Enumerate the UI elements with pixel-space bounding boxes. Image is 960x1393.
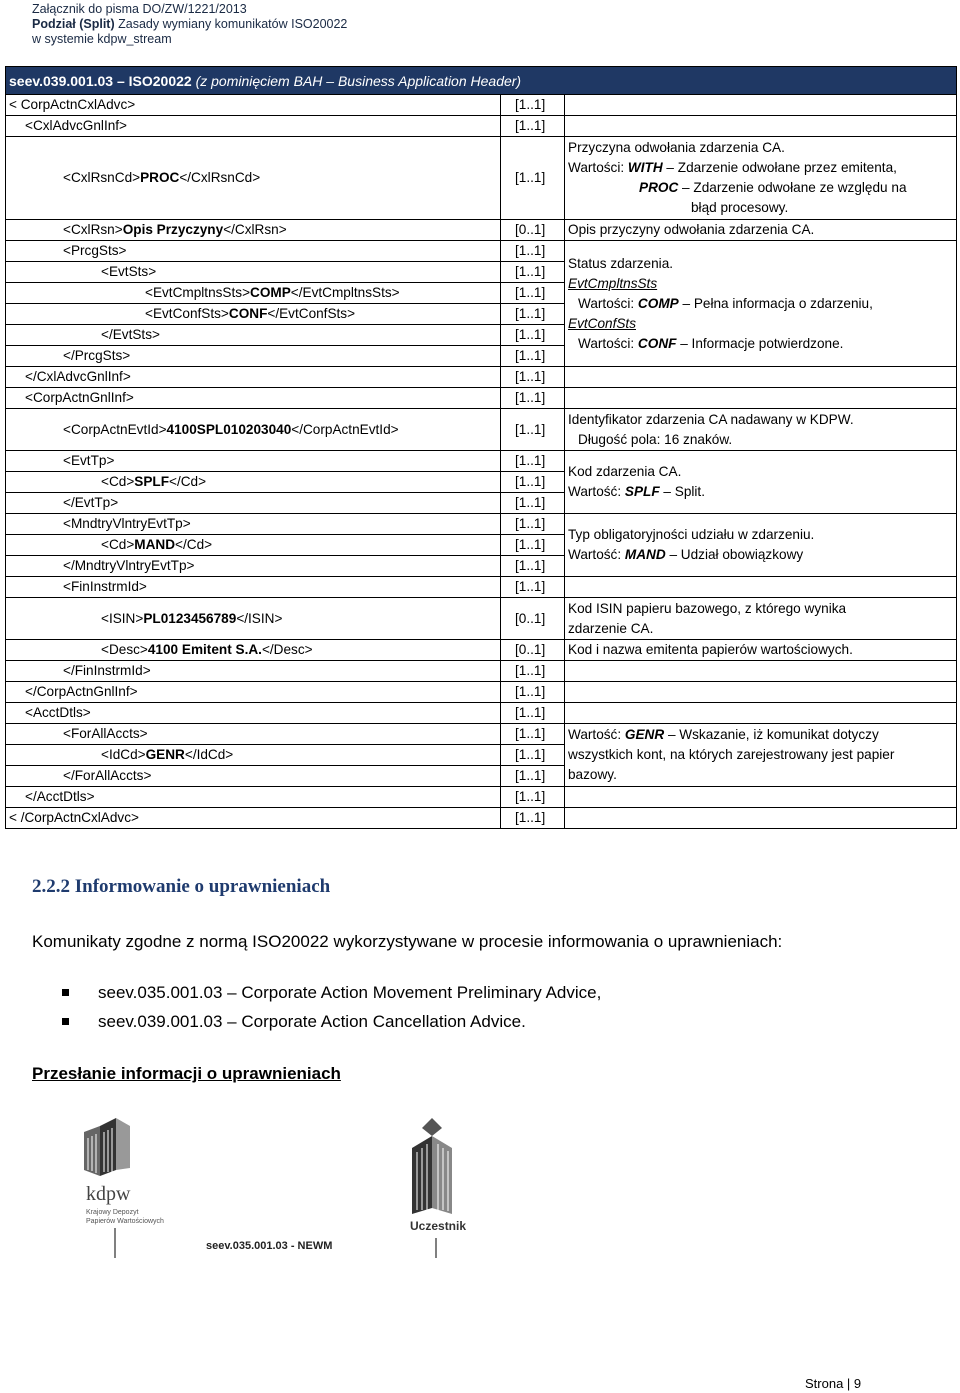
- description: [565, 787, 957, 808]
- description: [565, 388, 957, 409]
- cardinality: [1..1]: [501, 388, 565, 409]
- xml-tag: <AcctDtls>: [25, 705, 91, 720]
- cardinality: [1..1]: [501, 556, 565, 577]
- desc-line: EvtConfSts: [568, 315, 636, 331]
- xml-value: CONF: [228, 306, 268, 321]
- table-row: [6, 116, 957, 137]
- table-row: [6, 388, 957, 409]
- xml-value: GENR: [145, 747, 185, 762]
- xml-tag: <EvtCmpltnsSts>COMP</EvtCmpltnsSts>: [145, 285, 400, 300]
- desc-line: PROC – Zdarzenie odwołane ze względu na: [639, 180, 907, 195]
- desc-line: błąd procesowy.: [691, 200, 789, 215]
- kdpw-logo: kdpw: [86, 1183, 131, 1205]
- description: [565, 367, 957, 388]
- xml-tag: </FinInstrmId>: [63, 663, 151, 678]
- table-title: [6, 67, 957, 95]
- xml-tag: </EvtTp>: [63, 495, 119, 510]
- table-row: [6, 724, 957, 745]
- table-row: [6, 682, 957, 703]
- description: [565, 661, 957, 682]
- description: Opis przyczyny odwołania zdarzenia CA.: [565, 220, 957, 241]
- cardinality: [1..1]: [501, 703, 565, 724]
- desc-line: Wartości: COMP – Pełna informacja o zdarzeniu,: [578, 295, 873, 311]
- xml-value: Opis Przyczyny: [122, 222, 224, 237]
- cardinality: [1..1]: [501, 346, 565, 367]
- cardinality: [1..1]: [501, 367, 565, 388]
- table-row: [6, 451, 957, 472]
- cardinality: [1..1]: [501, 262, 565, 283]
- description: [565, 682, 957, 703]
- xml-tag: <Cd>SPLF</Cd>: [101, 474, 207, 489]
- xml-tag: </CxlAdvcGnlInf>: [25, 369, 131, 384]
- desc-line: Typ obligatoryjności udziału w zdarzeniu.: [568, 527, 815, 542]
- xml-tag: < CorpActnCxlAdvc>: [6, 95, 501, 116]
- cardinality: [1..1]: [501, 325, 565, 346]
- page-number: 9: [853, 1376, 862, 1391]
- desc-line: Wartość: SPLF – Split.: [568, 484, 705, 499]
- xml-tag: <MndtryVlntryEvtTp>: [63, 516, 191, 531]
- description: [565, 409, 957, 451]
- table-title-main: seev.039.001.03 – ISO20022: [9, 72, 196, 89]
- table-title-row: [6, 67, 957, 95]
- desc-line: EvtCmpltnsSts: [568, 275, 658, 291]
- cardinality: [1..1]: [501, 304, 565, 325]
- kdpw-subtitle-2: Papierów Wartościowych: [86, 1218, 164, 1225]
- xml-value: 4100 Emitent S.A.: [147, 642, 262, 657]
- desc-line: bazowy.: [568, 767, 617, 782]
- desc-line: Przyczyna odwołania zdarzenia CA.: [568, 140, 785, 155]
- xml-value: 4100SPL010203040: [166, 421, 292, 437]
- cardinality: [1..1]: [501, 535, 565, 556]
- cardinality: [1..1]: [501, 472, 565, 493]
- xml-value: MAND: [134, 537, 176, 552]
- participant-building-icon: [412, 1118, 452, 1214]
- xml-tag: <PrcgSts>: [63, 243, 127, 258]
- header-line-2-rest: Zasady wymiany komunikatów ISO20022: [114, 17, 348, 31]
- kdpw-building-icon: [84, 1118, 130, 1176]
- xml-tag: <CorpActnEvtId>4100SPL010203040</CorpActnEvtId>: [63, 421, 399, 437]
- cardinality: [1..1]: [501, 116, 565, 137]
- participant-label: Uczestnik: [410, 1219, 467, 1233]
- header-line-3: w systemie kdpw_stream: [32, 32, 172, 46]
- table-row: [6, 514, 957, 535]
- cardinality: [1..1]: [501, 787, 565, 808]
- cardinality: [1..1]: [501, 724, 565, 745]
- description: [565, 137, 957, 220]
- desc-line: Status zdarzenia.: [568, 255, 674, 271]
- page-footer: Strona | 9: [805, 1376, 862, 1391]
- cardinality: [1..1]: [501, 514, 565, 535]
- description: [565, 116, 957, 137]
- message-structure-table: [5, 66, 957, 829]
- desc-line: zdarzenie CA.: [568, 620, 654, 636]
- table-row: [6, 787, 957, 808]
- description: [565, 724, 957, 787]
- table-row: [6, 137, 957, 220]
- cardinality: [1..1]: [501, 283, 565, 304]
- xml-tag: <Cd>MAND</Cd>: [101, 537, 213, 552]
- table-row: [6, 703, 957, 724]
- xml-tag: <FinInstrmId>: [63, 579, 147, 594]
- desc-line: Wartość: GENR – Wskazanie, iż komunikat dotyczy: [568, 727, 879, 742]
- description: [565, 514, 957, 577]
- message-list: [62, 978, 601, 1036]
- desc-line: wszystkich kont, na których zarejestrowany jest papier: [568, 747, 895, 762]
- cardinality: [1..1]: [501, 241, 565, 262]
- page-label: Strona: [805, 1376, 844, 1391]
- sub-heading: Przesłanie informacji o uprawnieniach: [32, 1064, 341, 1083]
- table-row: [6, 409, 957, 451]
- table-row: [6, 808, 957, 829]
- cardinality: [0..1]: [501, 220, 565, 241]
- cardinality: [1..1]: [501, 661, 565, 682]
- cardinality: [1..1]: [501, 766, 565, 787]
- xml-tag: <CxlAdvcGnlInf>: [25, 118, 127, 133]
- table-row: [6, 241, 957, 262]
- header-split-label: Podział (Split): [32, 17, 115, 31]
- table-title-sub: (z pominięciem BAH – Business Application Header): [195, 72, 522, 89]
- xml-value: COMP: [250, 285, 291, 300]
- xml-tag: <EvtConfSts>CONF</EvtConfSts>: [145, 306, 356, 321]
- cardinality: [1..1]: [501, 577, 565, 598]
- cardinality: [0..1]: [501, 598, 565, 640]
- cardinality: [1..1]: [501, 682, 565, 703]
- cardinality: [1..1]: [501, 493, 565, 514]
- list-item: seev.035.001.03 – Corporate Action Movement Preliminary Advice,: [62, 978, 601, 1007]
- xml-tag: < /CorpActnCxlAdvc>: [6, 808, 501, 829]
- cardinality: [1..1]: [501, 95, 565, 116]
- cardinality: [1..1]: [501, 137, 565, 220]
- xml-value: PL0123456789: [143, 610, 237, 626]
- table-row: [6, 577, 957, 598]
- kdpw-subtitle-1: Krajowy Depozyt: [86, 1209, 139, 1216]
- table-row: [6, 220, 957, 241]
- message-flow-diagram: [60, 1118, 480, 1258]
- section-heading: 2.2.2 Informowanie o uprawnieniach: [32, 876, 331, 897]
- xml-value: PROC: [140, 170, 180, 185]
- xml-tag: <IdCd>GENR</IdCd>: [101, 747, 234, 762]
- cardinality: [1..1]: [501, 451, 565, 472]
- xml-tag: <EvtTp>: [63, 453, 115, 468]
- desc-line: Identyfikator zdarzenia CA nadawany w KDPW.: [568, 411, 854, 427]
- xml-tag: </CorpActnGnlInf>: [25, 684, 138, 699]
- xml-tag: </PrcgSts>: [63, 348, 131, 363]
- desc-line: Kod ISIN papieru bazowego, z którego wynika: [568, 600, 847, 616]
- desc-line: Wartości: CONF – Informacje potwierdzone.: [578, 335, 844, 351]
- table-row: [6, 367, 957, 388]
- xml-tag: <Desc>4100 Emitent S.A.</Desc>: [101, 642, 313, 657]
- table-row: [6, 661, 957, 682]
- xml-tag: </MndtryVlntryEvtTp>: [63, 558, 195, 573]
- description: [565, 703, 957, 724]
- cardinality: [1..1]: [501, 745, 565, 766]
- desc-line: Wartość: MAND – Udział obowiązkowy: [568, 547, 804, 562]
- header-line-1: Załącznik do pisma DO/ZW/1221/2013: [32, 2, 247, 16]
- document-header: [32, 2, 347, 47]
- desc-line: Kod zdarzenia CA.: [568, 464, 682, 479]
- xml-tag: </EvtSts>: [101, 327, 160, 342]
- description: [565, 95, 957, 116]
- description: [565, 808, 957, 829]
- xml-tag: </ForAllAccts>: [63, 768, 152, 783]
- header-line-2: [32, 17, 347, 32]
- xml-tag: <ISIN>PL0123456789</ISIN>: [101, 610, 283, 626]
- xml-value: SPLF: [134, 474, 170, 489]
- desc-line: Wartości: WITH – Zdarzenie odwołane przez emitenta,: [568, 160, 897, 175]
- description: [565, 451, 957, 514]
- xml-tag: <ForAllAccts>: [63, 726, 148, 741]
- xml-tag: <EvtSts>: [101, 264, 157, 279]
- section-paragraph: Komunikaty zgodne z normą ISO20022 wykorzystywane w procesie informowania o uprawnieniach:: [32, 932, 783, 951]
- xml-tag: <CxlRsn>Opis Przyczyny</CxlRsn>: [63, 222, 287, 237]
- message-label: seev.035.001.03 - NEWM: [206, 1240, 333, 1252]
- table-row: [6, 598, 957, 640]
- list-item: seev.039.001.03 – Corporate Action Cancellation Advice.: [62, 1007, 601, 1036]
- cardinality: [0..1]: [501, 640, 565, 661]
- xml-tag: </AcctDtls>: [25, 789, 95, 804]
- description: [565, 598, 957, 640]
- cardinality: [1..1]: [501, 808, 565, 829]
- table-row: [6, 640, 957, 661]
- xml-tag: <CorpActnGnlInf>: [25, 390, 134, 405]
- description: Kod i nazwa emitenta papierów wartościowych.: [565, 640, 957, 661]
- xml-tag: <CxlRsnCd>PROC</CxlRsnCd>: [63, 170, 261, 185]
- description: [565, 577, 957, 598]
- desc-line: Długość pola: 16 znaków.: [578, 431, 733, 447]
- description: [565, 241, 957, 367]
- table-row: [6, 95, 957, 116]
- cardinality: [1..1]: [501, 409, 565, 451]
